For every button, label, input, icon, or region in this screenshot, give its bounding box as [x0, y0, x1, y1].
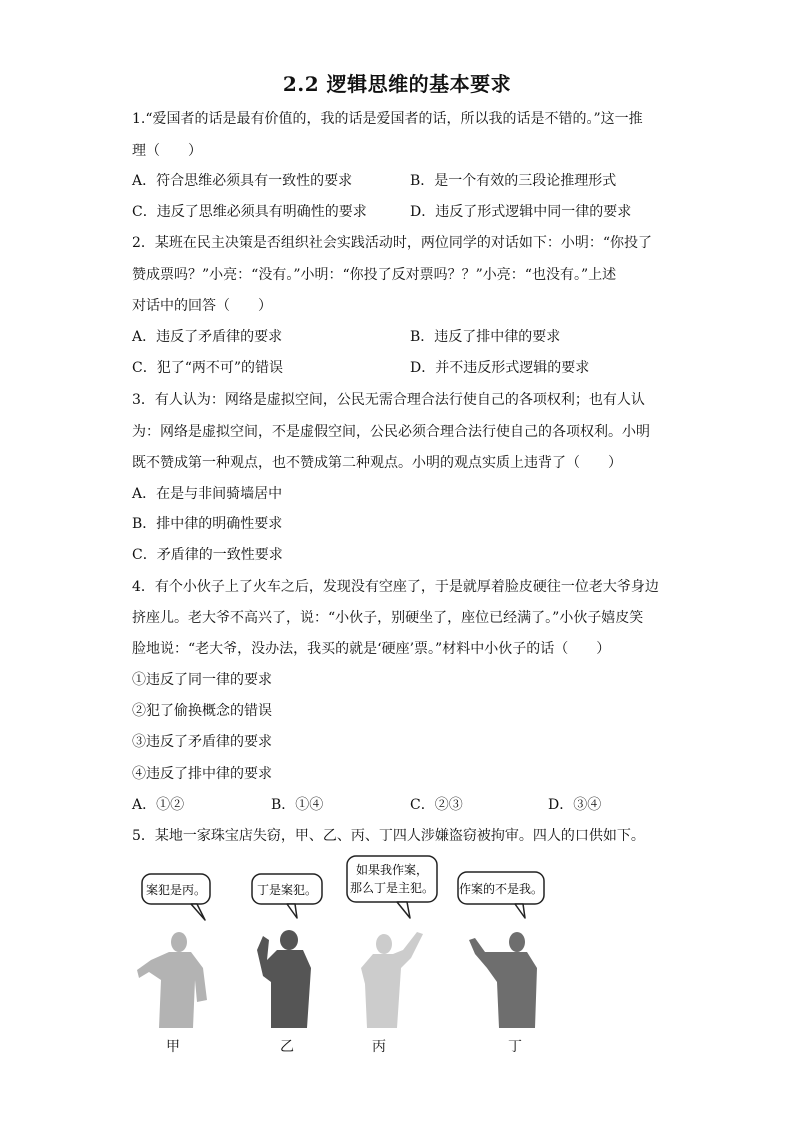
person-jia-silhouette [137, 932, 207, 1028]
person-yi-silhouette [257, 930, 311, 1028]
speech-text-ding: 作案的不是我。 [458, 882, 544, 896]
speech-text-yi: 丁是案犯。 [256, 883, 318, 897]
q3-stem-line2: 为：网络是虚拟空间，不是虚假空间，公民必须合理合法行使自己的各项权利。小明 [132, 424, 650, 440]
person-ding-silhouette [469, 932, 537, 1028]
person-bing-silhouette [361, 932, 423, 1028]
q5-stem-line1: 5．某地一家珠宝店失窃，甲、乙、丙、丁四人涉嫌盗窃被拘审。四人的口供如下。 [132, 828, 645, 844]
q4-item-1: ①违反了同一律的要求 [132, 672, 272, 688]
q3-stem-line3: 既不赞成第一种观点，也不赞成第二种观点。小明的观点实质上违背了（ ） [132, 455, 622, 471]
q5-illustration [125, 850, 565, 1060]
q4-item-2: ②犯了偷换概念的错误 [132, 703, 272, 719]
q4-stem-line2: 挤座儿。老大爷不高兴了，说：“小伙子，别硬坐了，座位已经满了。”小伙子嬉皮笑 [132, 610, 644, 626]
speech-bubble-yi [252, 874, 322, 918]
speech-text-jia: 案犯是丙。 [145, 883, 207, 897]
q4-option-a: A．①② [132, 797, 185, 813]
q4-option-b: B．①④ [271, 797, 324, 813]
speech-text-bing-1: 如果我作案， [355, 863, 429, 877]
q1-option-a: A．符合思维必须具有一致性的要求 [132, 173, 353, 189]
q1-option-b: B．是一个有效的三段论推理形式 [410, 173, 617, 189]
q3-option-c: C．矛盾律的一致性要求 [132, 547, 283, 563]
speech-bubble-ding [458, 872, 544, 918]
speech-text-bing-2: 那么丁是主犯。 [349, 881, 435, 895]
q3-option-b: B．排中律的明确性要求 [132, 516, 283, 532]
q2-option-a: A．违反了矛盾律的要求 [132, 329, 283, 345]
q2-option-c: C．犯了“两不可”的错误 [132, 360, 284, 376]
speech-bubble-jia [142, 874, 210, 920]
q4-option-d: D．③④ [548, 797, 602, 813]
name-label-yi: 乙 [280, 1039, 294, 1055]
q4-stem-line1: 4．有个小伙子上了火车之后，发现没有空座了，于是就厚着脸皮硬往一位老大爷身边 [132, 579, 659, 595]
q1-stem-line1: 1.“爱国者的话是最有价值的，我的话是爱国者的话，所以我的话是不错的。”这一推 [132, 111, 643, 127]
q2-stem-line2: 赞成票吗？”小亮：“没有。”小明：“你投了反对票吗？？”小亮：“也没有。”上述 [132, 267, 617, 283]
q1-option-c: C．违反了思维必须具有明确性的要求 [132, 204, 367, 220]
speech-bubble-bing [347, 856, 437, 918]
q4-item-4: ④违反了排中律的要求 [132, 766, 272, 782]
q3-option-a: A．在是与非间骑墙居中 [132, 486, 283, 502]
q2-stem-line1: 2．某班在民主决策是否组织社会实践活动时，两位同学的对话如下：小明：“你投了 [132, 235, 653, 251]
suspects-illustration [125, 850, 565, 1060]
page-title: 2.2 逻辑思维的基本要求 [282, 72, 512, 96]
q2-stem-line3: 对话中的回答（ ） [132, 298, 272, 314]
q1-stem-line2: 理（ ） [132, 143, 202, 159]
q2-option-d: D．并不违反形式逻辑的要求 [410, 360, 590, 376]
name-label-ding: 丁 [508, 1039, 522, 1055]
q4-option-c: C．②③ [410, 797, 463, 813]
name-label-jia: 甲 [166, 1039, 180, 1055]
q2-option-b: B．违反了排中律的要求 [410, 329, 561, 345]
q1-option-d: D．违反了形式逻辑中同一律的要求 [410, 204, 632, 220]
q4-item-3: ③违反了矛盾律的要求 [132, 734, 272, 750]
name-label-bing: 丙 [372, 1039, 386, 1055]
q4-stem-line3: 脸地说：“老大爷，没办法，我买的就是‘硬座’票。”材料中小伙子的话（ ） [132, 641, 611, 657]
q3-stem-line1: 3．有人认为：网络是虚拟空间，公民无需合理合法行使自己的各项权利；也有人认 [132, 392, 645, 408]
